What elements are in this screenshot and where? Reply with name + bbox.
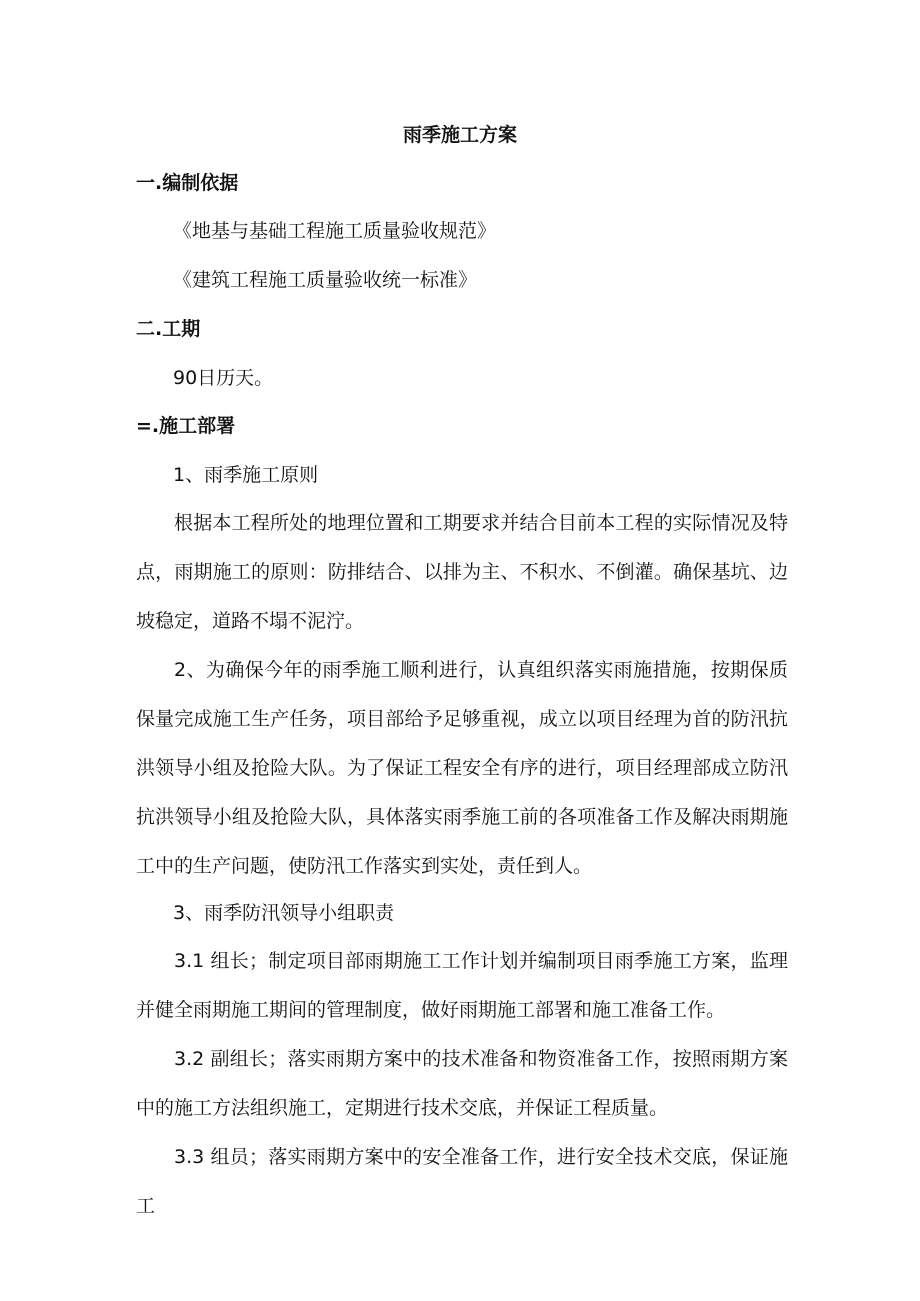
paragraph-organization: 2、为确保今年的雨季施工顺利进行，认真组织落实雨施措施，按期保质保量完成施工生产任务，项目部给予足够重视，成立以项目经理为首的防汛抗洪领导小组及抢险大队。为了保证工程安全有序的进行，项目经理部成立防汛抗洪领导小组及抢险大队，具体落实雨季施工前的各项准备工作及解决雨期施工中的生产问题，使防汛工作落实到实处，责任到人。 [136,659,788,877]
reference-standard-2: 《建筑工程施工质量验收统一标准》 [173,269,478,291]
paragraph-rain-principle: 根据本工程所处的地理位置和工期要求并结合目前本工程的实际情况及特点，雨期施工的原则：防排结合、以排为主、不积水、不倒灌。确保基坑、边坡稳定，道路不塌不泥泞。 [136,512,788,632]
reference-standard-1: 《地基与基础工程施工质量验收规范》 [173,220,497,242]
document-title: 雨季施工方案 [402,124,517,146]
section-heading-deployment: =.施工部署 [136,415,236,437]
paragraph-deputy-duty: 3.2 副组长；落实雨期方案中的技术准备和物资准备工作，按照雨期方案中的施工方法组织施工，定期进行技术交底，并保证工程质量。 [136,1048,788,1119]
section-heading-schedule: 二.工期 [136,318,201,340]
paragraph-leader-duty: 3.1 组长；制定项目部雨期施工工作计划并编制项目雨季施工方案，监理并健全雨期施工期间的管理制度，做好雨期施工部署和施工准备工作。 [136,950,788,1021]
schedule-text: 90日历天。 [173,367,274,389]
section-heading-basis: 一.编制依据 [136,172,239,194]
subheading-rain-principle: 1、雨季施工原则 [173,464,319,486]
subheading-leader-duties: 3、雨季防汛领导小组职责 [173,902,395,924]
paragraph-member-duty: 3.3 组员；落实雨期方案中的安全准备工作，进行安全技术交底，保证施工 [136,1146,788,1217]
